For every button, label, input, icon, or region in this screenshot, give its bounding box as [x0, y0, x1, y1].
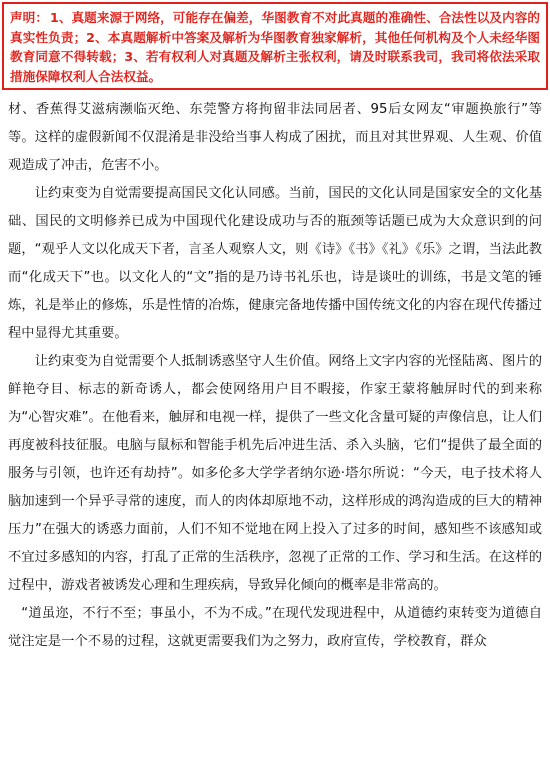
disclaimer-text: 1、真题来源于网络，可能存在偏差，华图教育不对此真题的准确性、合法性以及内容的真实性负责；2、本真题解析中答案及解析为华图教育独家解析，其他任何机构及个人未经华图教育同意不得转载；3、若有权利人对真题及解析主张权利，请及时联系我司，我司将依法采取措施保障权利人合法权益。: [10, 10, 541, 84]
article-body: [8, 96, 542, 656]
disclaimer-box: [2, 2, 548, 90]
paragraph-conclusion: “道虽迩，不行不至；事虽小，不为不成。”在现代发现进程中，从道德约束转变为道德自觉注定是一个不易的过程，这就更需要我们为之努力，政府宣传，学校教育，群众: [8, 606, 542, 649]
paragraph-resist-temptation: 让约束变为自觉需要个人抵制诱惑坚守人生价值。网络上文字内容的光怪陆离、图片的鲜艳夺目、标志的新奇诱人，都会使网络用户目不暇接，作家王蒙将触屏时代的到来称为“心智灾难”。在他看来，触屏和电视一样，提供了一些文化含量可疑的声像信息，让人们再度被科技征服。电脑与鼠标和智能手机先后冲进生活、杀入头脑，它们“提供了最全面的服务与引领，也许还有劫持”。如多伦多大学学者纳尔逊·塔尔所说：“今天，电子技术将人脑加速到一个异乎寻常的速度，而人的肉体却原地不动，这样形成的鸿沟造成的巨大的精神压力”在强大的诱惑力面前，人们不知不觉地在网上投入了过多的时间，感知些不该感知或不宜过多感知的内容，打乱了正常的生活秩序，忽视了正常的工作、学习和生活。在这样的过程中，游戏者被诱发心理和生理疾病，导致异化倾向的概率是非常高的。: [8, 354, 542, 593]
paragraph-continued: 材、香蕉得艾滋病濒临灭绝、东莞警方将拘留非法同居者、95后女网友“审题换旅行”等等。这样的虚假新闻不仅混淆是非没给当事人构成了困扰，而且对其世界观、人生观、价值观造成了冲击，危害不小。: [8, 102, 542, 173]
disclaimer-label: 声明：: [10, 10, 48, 25]
paragraph-cultural-identity: 让约束变为自觉需要提高国民文化认同感。当前，国民的文化认同是国家安全的文化基础、国民的文明修养已成为中国现代化建设成功与否的瓶颈等话题已成为大众意识到的问题，“观乎人文以化成天下者，言圣人观察人文，则《诗》《书》《礼》《乐》之谓，当法此教而“化成天下”也。以文化人的“文”指的是乃诗书礼乐也，诗是谈吐的训练，书是文笔的锤炼，礼是举止的修炼，乐是性情的冶炼，健康完备地传播中国传统文化的内容在现代传播过程中显得尤其重要。: [8, 186, 542, 341]
